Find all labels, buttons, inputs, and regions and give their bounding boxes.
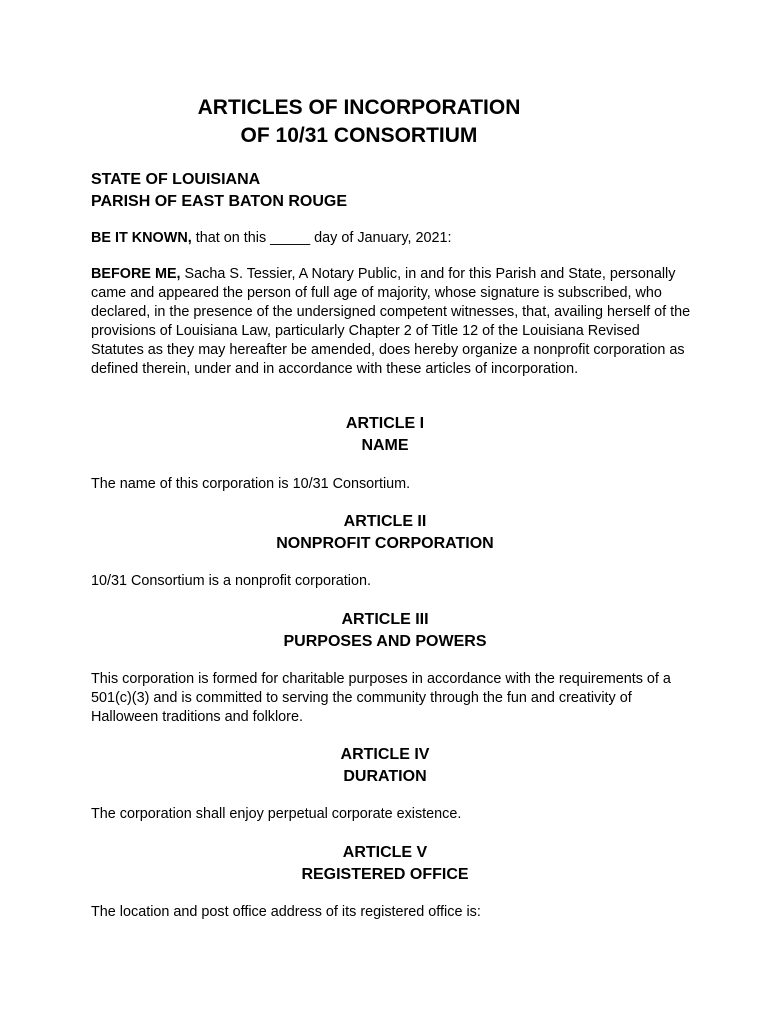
be-it-known-paragraph: [91, 229, 691, 248]
before-me-paragraph: [91, 265, 691, 379]
parish-line: PARISH OF EAST BATON ROUGE: [91, 193, 348, 210]
article-3-heading: PURPOSES AND POWERS: [283, 633, 487, 650]
article-1-body: The name of this corporation is 10/31 Consortium.: [91, 476, 411, 492]
article-1-heading: NAME: [361, 437, 409, 454]
be-it-known-lead: BE IT KNOWN,: [91, 230, 192, 246]
document-title-line-2: OF 10/31 CONSORTIUM: [240, 124, 478, 147]
before-me-text: Sacha S. Tessier, A Notary Public, in and for this Parish and State, personally came and appeared the person of full age of majority, whose signature is subscribed, who declared, in the presence of the undersigned competent witnesses, that, availing herself of the provisions of Louisiana Law, particularly Chapter 2 of Title 12 of the Louisiana Revised Statutes as they may hereafter be amended, does hereby organize a nonprofit corporation as defined therein, under and in accordance with these articles of incorporation.: [91, 266, 691, 377]
before-me-lead: BEFORE ME,: [91, 266, 181, 282]
article-2-body: 10/31 Consortium is a nonprofit corporation.: [91, 573, 371, 589]
article-3-body: This corporation is formed for charitable purposes in accordance with the requirements of a 501(c)(3) and is committed to serving the community through the fun and creativity of Halloween traditions and folklore.: [91, 671, 671, 725]
article-3-number: ARTICLE III: [341, 611, 429, 628]
article-4-body: The corporation shall enjoy perpetual corporate existence.: [91, 806, 462, 822]
be-it-known-text: that on this _____ day of January, 2021:: [191, 230, 452, 246]
state-line: STATE OF LOUISIANA: [91, 171, 261, 188]
document-title-line-1: ARTICLES OF INCORPORATION: [197, 96, 521, 119]
article-4-number: ARTICLE IV: [340, 746, 430, 763]
article-5-heading: REGISTERED OFFICE: [301, 866, 469, 883]
article-2-number: ARTICLE II: [343, 513, 427, 530]
article-5-number: ARTICLE V: [342, 844, 428, 861]
article-4-heading: DURATION: [343, 768, 427, 785]
article-5-body: The location and post office address of its registered office is:: [91, 904, 481, 920]
article-1-number: ARTICLE I: [345, 415, 425, 432]
article-2-heading: NONPROFIT CORPORATION: [276, 535, 494, 552]
